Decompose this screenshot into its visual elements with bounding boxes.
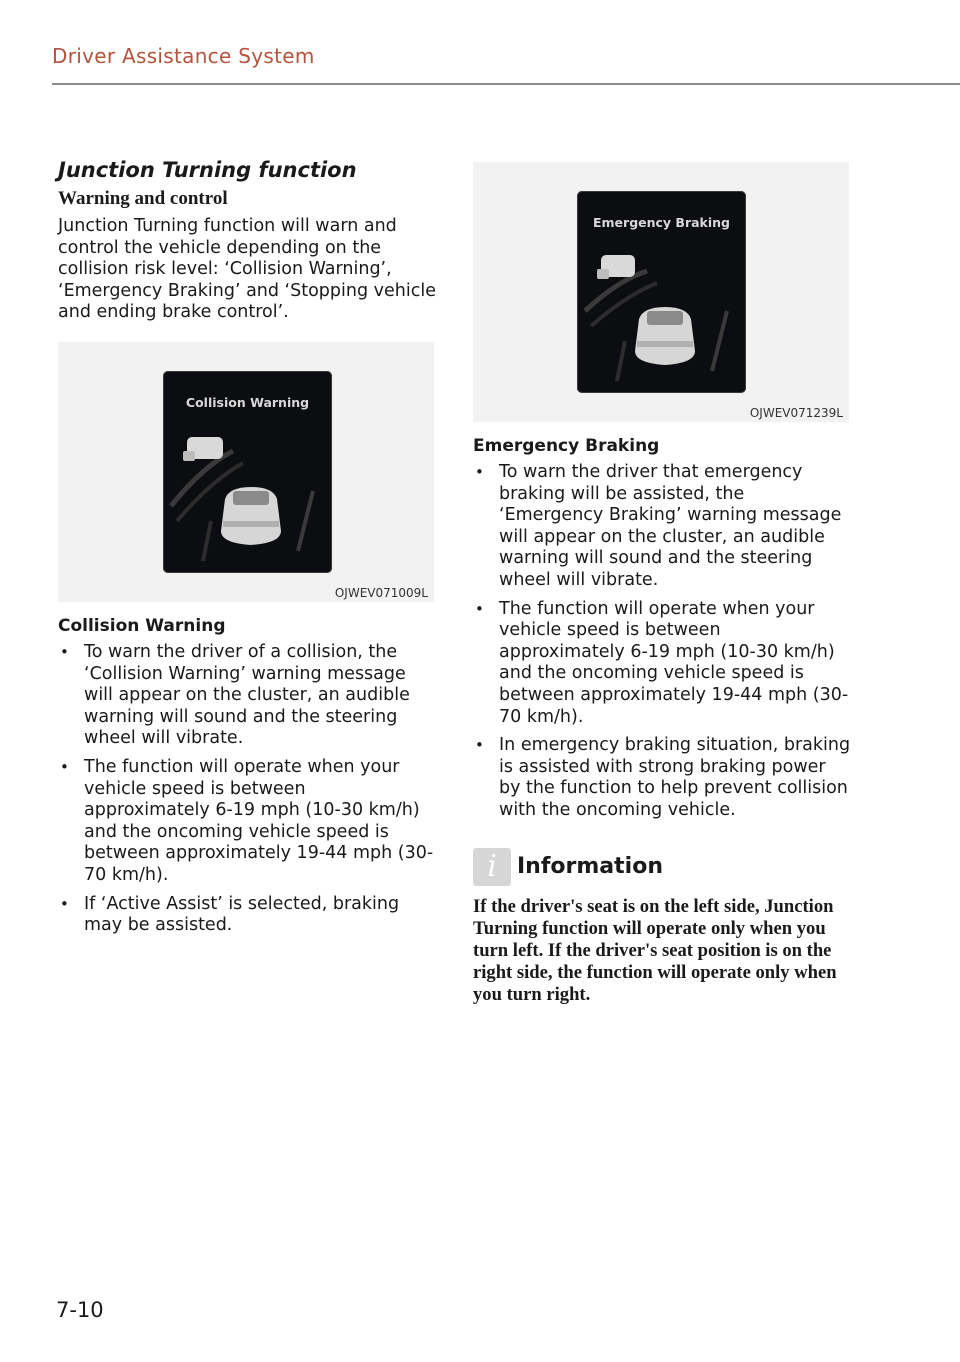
screen-title: Collision Warning (185, 394, 310, 410)
cluster-screen (163, 371, 332, 573)
collision-warning-list (58, 642, 436, 937)
information-title: Information (517, 854, 663, 879)
emergency-braking-list (473, 462, 851, 822)
figure-code: OJWEV071009L (334, 585, 428, 600)
emergency-braking-figure (473, 162, 849, 422)
info-icon: i (473, 848, 511, 886)
sub-title: Warning and control (58, 188, 228, 209)
list-item: • In emergency braking situation, braking is assisted with strong braking power by the function to help prevent collision with the oncoming vehicle. (473, 735, 851, 821)
list-item: • The function will operate when your vehicle speed is between approximately 6-19 mph (10-30 km/h) and the oncoming vehicle speed is between approximately 19-44 mph (30-70 km/h). (58, 757, 436, 887)
information-header (473, 848, 851, 886)
section-title: Junction Turning function (58, 158, 357, 182)
list-item: • To warn the driver of a collision, the ‘Collision Warning’ warning message will appear on the cluster, an audible warning will sound and the steering wheel will vibrate. (58, 642, 436, 750)
car-illustration-icon (577, 191, 746, 393)
list-item: • To warn the driver that emergency braking will be assisted, the ‘Emergency Braking’ warning message will appear on the cluster, an audible warning will sound and the steering wheel will vibrate. (473, 462, 851, 592)
header-title: Driver Assistance System (52, 44, 315, 68)
header-divider (52, 83, 960, 85)
left-column (58, 158, 436, 944)
collision-warning-figure (58, 342, 434, 602)
list-item: • The function will operate when your vehicle speed is between approximately 6-19 mph (10-30 km/h) and the oncoming vehicle speed is between approximately 19-44 mph (30-70 km/h). (473, 599, 851, 729)
emergency-braking-heading: Emergency Braking (473, 436, 660, 456)
intro-paragraph: Junction Turning function will warn and control the vehicle depending on the collision risk level: ‘Collision Warning’, ‘Emergency Braking’ and ‘Stopping vehicle and ending brake control’. (58, 216, 436, 323)
information-text: If the driver's seat is on the left side, Junction Turning function will operate only when you turn left. If the driver's seat position is on the right side, the function will operate only when you turn right. (473, 895, 837, 1006)
list-item: • If ‘Active Assist’ is selected, braking may be assisted. (58, 894, 436, 937)
right-column (473, 162, 851, 1007)
page-number: 7-10 (56, 1298, 104, 1322)
screen-title: Emergency Braking (592, 215, 730, 230)
cluster-screen (577, 191, 746, 393)
figure-code: OJWEV071239L (749, 406, 843, 420)
collision-warning-heading: Collision Warning (58, 615, 226, 636)
car-illustration-icon (163, 371, 332, 573)
